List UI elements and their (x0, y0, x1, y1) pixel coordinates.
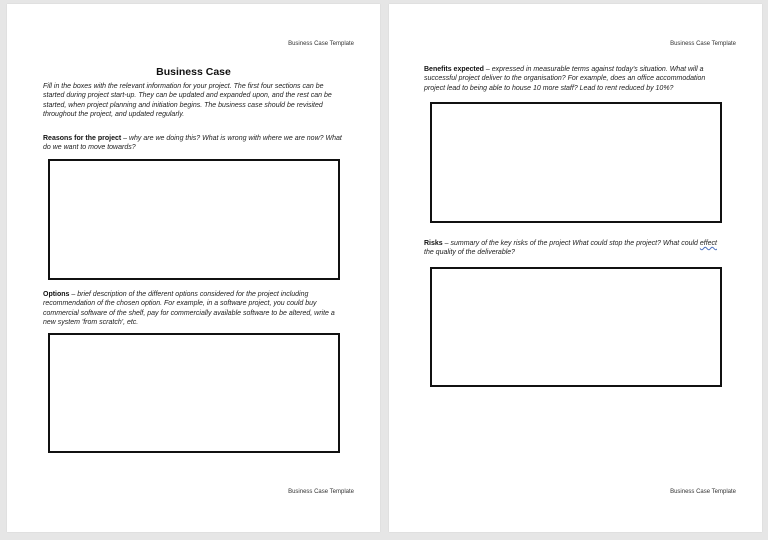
section-heading: Benefits expected (424, 66, 484, 73)
section-heading: Reasons for the project (43, 135, 122, 142)
page-footer: Business Case Template (670, 489, 736, 495)
section-risks-prompt (424, 239, 726, 258)
page-header: Business Case Template (288, 41, 354, 47)
benefits-input-box[interactable] (430, 102, 722, 223)
section-description: expressed in measurable terms against today's situation. What will a successful project deliver to the organisation? For example, does an office accommodation project lead to being able to house 10 more staff? Lead to rent reduced by 10%? (424, 66, 706, 92)
section-heading: Risks (424, 240, 443, 247)
section-reasons-prompt (43, 134, 343, 153)
page-footer: Business Case Template (288, 489, 354, 495)
section-description-end: the quality of the deliverable? (424, 249, 516, 257)
section-description-start: summary of the key risks of the project What could stop the project? What could (450, 240, 700, 247)
document-page-1 (7, 4, 380, 532)
reasons-input-box[interactable] (48, 159, 340, 280)
section-description: brief description of the different options considered for the project including recommendation of the chosen option. For example, in a software project, you could buy commercial software of the shelf, pay for commercially available software to be altered, write a new system 'from scratch', etc. (43, 291, 335, 327)
options-input-box[interactable] (48, 333, 340, 453)
section-options-prompt (43, 290, 345, 328)
document-page-2 (389, 4, 762, 532)
spellcheck-flagged-word[interactable]: effect (699, 240, 717, 247)
risks-input-box[interactable] (430, 267, 722, 387)
page-header: Business Case Template (670, 41, 736, 47)
separator: – (442, 240, 451, 247)
section-heading: Options (43, 291, 70, 298)
separator: – (483, 66, 492, 73)
document-title: Business Case (156, 66, 231, 78)
separator: – (69, 291, 78, 298)
section-description: why are we doing this? What is wrong with where we are now? What do we want to move towards? (43, 135, 342, 152)
separator: – (121, 135, 129, 142)
section-benefits-prompt (424, 65, 726, 93)
intro-paragraph: Fill in the boxes with the relevant information for your project. The first four sections can be started during project start-up. They can be updated and expanded upon, and the rest can be started, when project planning and initiation begins. The business case should be revisited throughout the project, and updated regularly. (43, 83, 332, 119)
